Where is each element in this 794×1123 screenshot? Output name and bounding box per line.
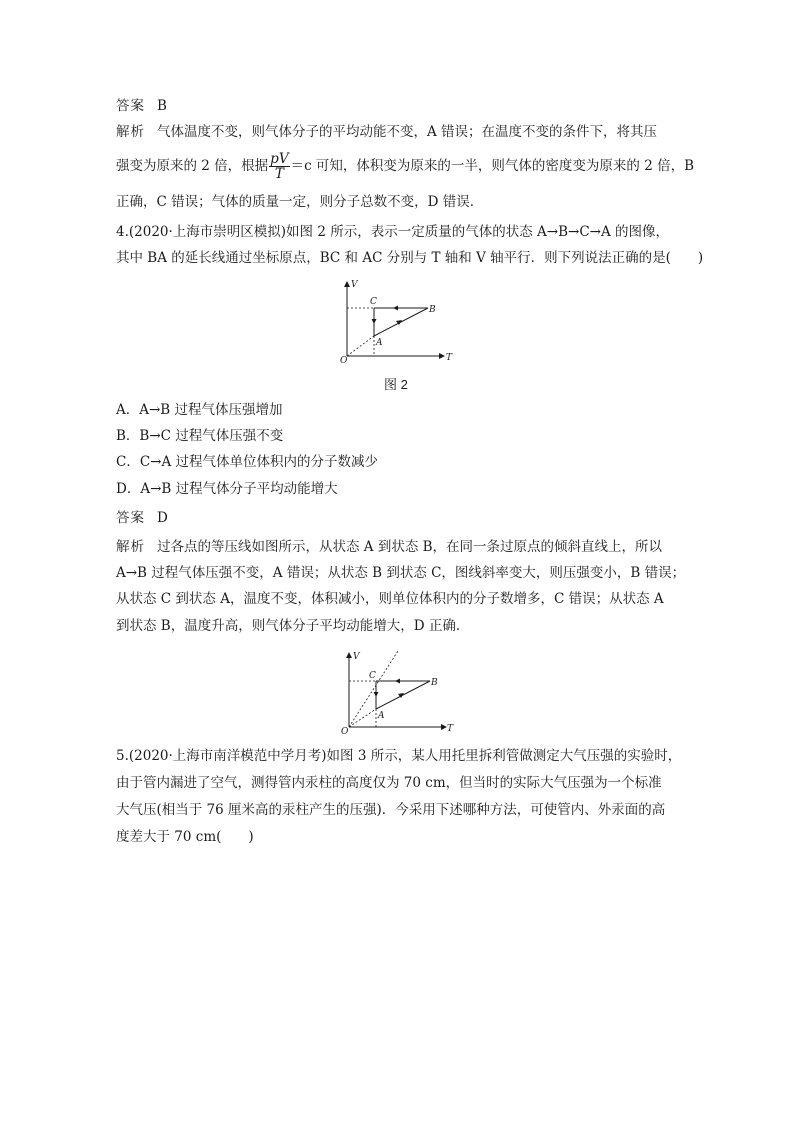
analysis-text: 正确，C 错误；气体的质量一定，则分子总数不变，D 错误． <box>116 194 484 210</box>
analysis-text: 强变为原来的 2 倍，根据 <box>116 158 269 174</box>
origin-label: O <box>340 356 348 366</box>
answer-label: 答案 <box>116 98 145 114</box>
analysis-label: 解析 <box>116 124 145 140</box>
arrow-bc <box>395 679 400 684</box>
segment-ab <box>376 681 430 709</box>
arrow-ca <box>374 692 379 697</box>
point-b-label: B <box>429 305 436 315</box>
q4-option-a <box>116 400 283 420</box>
t-axis-label: T <box>446 353 453 363</box>
question-stem: 5.(2020·上海市南洋模范中学月考)如图 3 所示，某人用托里拆利管做测定大气压强的实验时， <box>116 748 682 764</box>
point-c-label: C <box>369 671 376 681</box>
q4-analysis-line4 <box>116 616 469 636</box>
q4-analysis-line1 <box>116 537 662 557</box>
point-c-label: C <box>370 297 377 307</box>
figure-caption: 图 2 <box>384 377 408 392</box>
arrow-bc <box>393 306 398 311</box>
analysis-text: 过各点的等压线如图所示，从状态 A 到状态 B，在同一条过原点的倾斜直线上，所以 <box>157 539 663 555</box>
q5-stem-line4 <box>116 827 254 847</box>
question-stem: 其中 BA 的延长线通过坐标原点，BC 和 AC 分别与 T 轴和 V 轴平行．则下列说法正确的是( ) <box>116 250 704 266</box>
dashed-extension-ba <box>349 709 376 727</box>
option-c-text: C．C→A 过程气体单位体积内的分子数减少 <box>116 454 379 470</box>
analysis-text: 到状态 B，温度升高，则气体分子平均动能增大，D 正确． <box>116 618 470 634</box>
point-a-label: A <box>376 338 383 348</box>
option-a-text: A．A→B 过程气体压强增加 <box>116 402 283 418</box>
option-b-text: B．B→C 过程气体压强不变 <box>116 428 284 444</box>
answer-value: D <box>157 510 168 526</box>
question-stem: 由于管内漏进了空气，测得管内汞柱的高度仅为 70 cm，但当时的实际大气压强为一个标准 <box>116 775 662 791</box>
arrow-ca <box>372 319 377 324</box>
q4-answer-line <box>116 508 168 528</box>
question-stem: 4.(2020·上海市崇明区模拟)如图 2 所示，表示一定质量的气体的状态 A→B→C→A 的图像， <box>116 224 669 240</box>
v-axis-label: V <box>351 280 358 290</box>
dashed-extension-ba <box>347 336 374 356</box>
analysis-label: 解析 <box>116 539 145 555</box>
point-b-label: B <box>431 678 438 688</box>
q5-stem-line3 <box>116 800 665 820</box>
option-d-text: D．A→B 过程气体分子平均动能增大 <box>116 481 338 497</box>
analysis-text: 从状态 C 到状态 A，温度不变，体积减小，则单位体积内的分子数增多，C 错误；从状态 A <box>116 591 664 607</box>
q3-answer-line <box>116 96 167 116</box>
isobar-explanation-diagram <box>336 647 460 735</box>
q4-option-b <box>116 426 283 446</box>
q3-analysis-line2 <box>116 148 694 184</box>
q4-analysis-line2 <box>116 563 685 583</box>
analysis-text: ＝c 可知，体积变为原来的一半，则气体的密度变为原来的 2 倍，B <box>290 158 695 174</box>
q5-stem-line2 <box>116 773 662 793</box>
analysis-text: 气体温度不变，则气体分子的平均动能不变，A 错误；在温度不变的条件下，将其压 <box>157 124 658 140</box>
figure-2-vt-diagram <box>336 276 460 366</box>
fraction-numerator: pV <box>270 151 289 167</box>
answer-label: 答案 <box>116 510 145 526</box>
formula-fraction <box>269 152 289 181</box>
q4-option-c <box>116 452 378 472</box>
analysis-text: A→B 过程气体压强不变，A 错误；从状态 B 到状态 C，图线斜率变大，则压强变小，B 错误； <box>116 565 686 581</box>
q5-stem-line1 <box>116 746 681 766</box>
question-stem: 大气压(相当于 76 厘米高的汞柱产生的压强)．今采用下述哪种方法，可使管内、外汞面的高 <box>116 802 666 818</box>
q4-stem-line1 <box>116 222 669 242</box>
q4-stem-line2 <box>116 248 703 268</box>
q4-option-d <box>116 479 338 499</box>
q4-analysis-line3 <box>116 589 664 609</box>
point-a-label: A <box>378 711 385 721</box>
origin-label: O <box>341 727 349 735</box>
v-axis-label: V <box>353 652 360 662</box>
segment-ab <box>374 308 428 336</box>
isobar-through-c <box>349 651 398 727</box>
question-stem: 度差大于 70 cm( ) <box>116 829 254 845</box>
q3-analysis-line1 <box>116 122 657 142</box>
t-axis-label: T <box>447 724 454 734</box>
answer-value: B <box>157 98 167 114</box>
fraction-denominator: T <box>274 166 284 182</box>
q3-analysis-line3 <box>116 192 483 212</box>
